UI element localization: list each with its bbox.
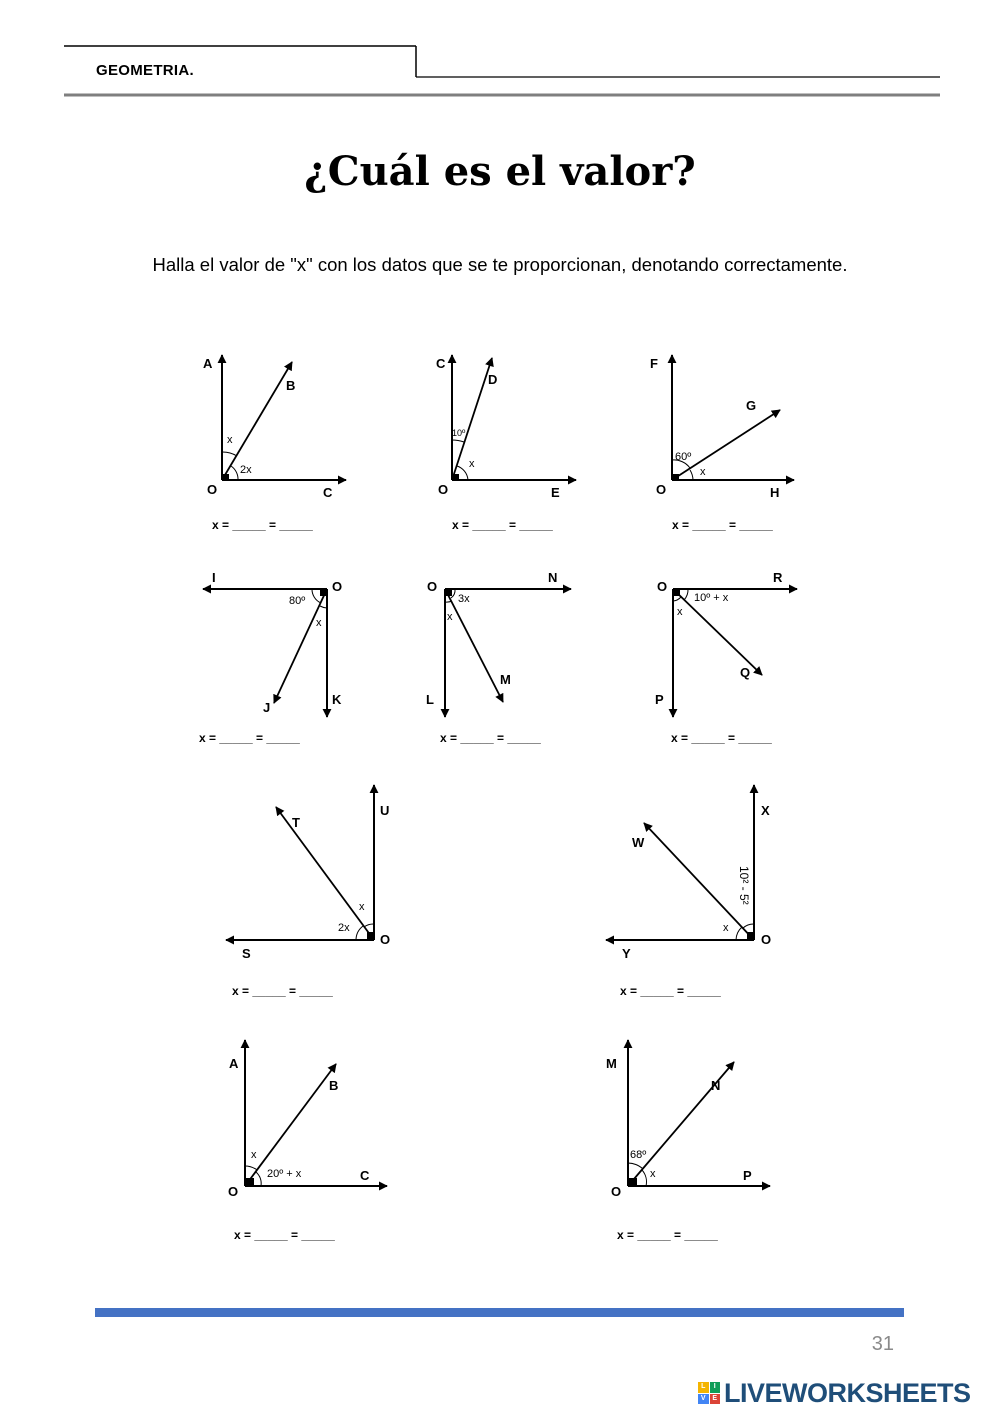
fig8-label-2: x (723, 922, 729, 934)
fig2-point-4: E (551, 485, 560, 500)
fig10-label-1: 68º (630, 1149, 647, 1161)
fig10-answer: x = _____ = _____ (617, 1228, 718, 1242)
fig10-point-3: O (611, 1184, 622, 1199)
fig8-label-1: 10² - 5² (737, 866, 751, 905)
fig9-answer: x = _____ = _____ (234, 1228, 335, 1242)
liveworksheets-logo[interactable] (698, 1378, 971, 1408)
fig2-label-2: x (469, 458, 475, 470)
fig10-point-1: M (606, 1056, 617, 1071)
fig3-label-2: x (700, 466, 706, 478)
fig4-label-2: x (316, 617, 322, 629)
fig1-label-2: 2x (240, 464, 252, 476)
fig3-point-4: H (770, 485, 780, 500)
fig6-point-2: R (773, 570, 783, 585)
fig9-point-2: B (329, 1078, 339, 1093)
fig6-point-3: P (655, 692, 664, 707)
fig7-point-3: S (242, 946, 251, 961)
fig6-answer: x = _____ = _____ (671, 731, 772, 745)
fig10-point-4: P (743, 1168, 752, 1183)
fig4-point-3: J (263, 700, 271, 715)
fig1-point-2: B (286, 378, 296, 393)
logo-mark-letter-i: I (710, 1382, 721, 1393)
fig4-point-4: K (332, 692, 342, 707)
page-number: 31 (871, 1333, 894, 1355)
figure-2 (436, 355, 576, 532)
fig7-point-2: U (380, 803, 390, 818)
fig10-label-2: x (650, 1168, 656, 1180)
fig6-point-1: O (657, 579, 668, 594)
fig3-point-3: O (656, 482, 667, 497)
fig5-point-4: M (500, 672, 511, 687)
fig3-label-1: 60º (675, 451, 692, 463)
fig2-point-2: D (488, 372, 498, 387)
header-frame (64, 46, 940, 95)
fig7-label-2: x (359, 901, 365, 913)
fig2-point-3: O (438, 482, 449, 497)
fig9-label-2: 20º + x (267, 1168, 302, 1180)
fig1-point-1: A (203, 356, 213, 371)
fig2-point-1: C (436, 356, 446, 371)
fig7-point-1: T (292, 815, 300, 830)
header-label: GEOMETRIA. (96, 62, 195, 79)
liveworksheets-brand: LIVEWORKSHEETS (724, 1377, 971, 1408)
fig7-answer: x = _____ = _____ (232, 984, 333, 998)
fig10-point-2: N (711, 1078, 721, 1093)
fig7-point-4: O (380, 932, 391, 947)
fig1-point-4: C (323, 485, 333, 500)
fig7-label-1: 2x (338, 922, 350, 934)
fig4-label-1: 80º (289, 595, 306, 607)
fig1-answer: x = _____ = _____ (212, 518, 313, 532)
fig1-label-1: x (227, 434, 233, 446)
fig8-point-3: Y (622, 946, 631, 961)
fig2-answer: x = _____ = _____ (452, 518, 553, 532)
figure-4 (199, 570, 342, 745)
fig5-label-1: 3x (458, 593, 470, 605)
figure-8 (606, 785, 771, 998)
fig3-point-1: F (650, 356, 658, 371)
fig3-point-2: G (746, 398, 757, 413)
figure-1 (203, 355, 346, 532)
liveworksheets-logo-icon (698, 1382, 720, 1404)
figure-7 (226, 785, 390, 998)
fig6-label-1: 10º + x (694, 592, 729, 604)
fig8-point-2: X (761, 803, 770, 818)
fig5-label-2: x (447, 611, 453, 623)
fig9-point-4: C (360, 1168, 370, 1183)
fig8-point-1: W (632, 835, 645, 850)
fig2-label-1: 10º (452, 428, 466, 438)
logo-mark-letter-e: E (710, 1394, 721, 1405)
instructions: Halla el valor de "x" con los datos que se te proporcionan, denotando correctamente. (152, 254, 848, 275)
fig6-point-4: Q (740, 665, 751, 680)
fig5-answer: x = _____ = _____ (440, 731, 541, 745)
figure-9 (228, 1040, 387, 1242)
page-title: ¿Cuál es el valor? (304, 148, 696, 195)
fig5-point-2: N (548, 570, 558, 585)
fig9-point-3: O (228, 1184, 239, 1199)
fig8-answer: x = _____ = _____ (620, 984, 721, 998)
fig5-point-1: O (427, 579, 438, 594)
fig9-point-1: A (229, 1056, 239, 1071)
figure-3 (650, 355, 794, 532)
figure-5 (426, 570, 571, 745)
fig3-answer: x = _____ = _____ (672, 518, 773, 532)
fig5-point-3: L (426, 692, 434, 707)
figure-10 (606, 1040, 770, 1242)
logo-mark-letter-v: V (698, 1394, 709, 1405)
fig8-point-4: O (761, 932, 772, 947)
fig1-point-3: O (207, 482, 218, 497)
fig6-label-2: x (677, 606, 683, 618)
figure-6 (655, 570, 797, 745)
footer-accent-bar (95, 1308, 904, 1317)
fig4-point-1: I (212, 570, 216, 585)
fig4-answer: x = _____ = _____ (199, 731, 300, 745)
fig9-label-1: x (251, 1149, 257, 1161)
fig4-point-2: O (332, 579, 343, 594)
logo-mark-letter-l: L (698, 1382, 709, 1393)
